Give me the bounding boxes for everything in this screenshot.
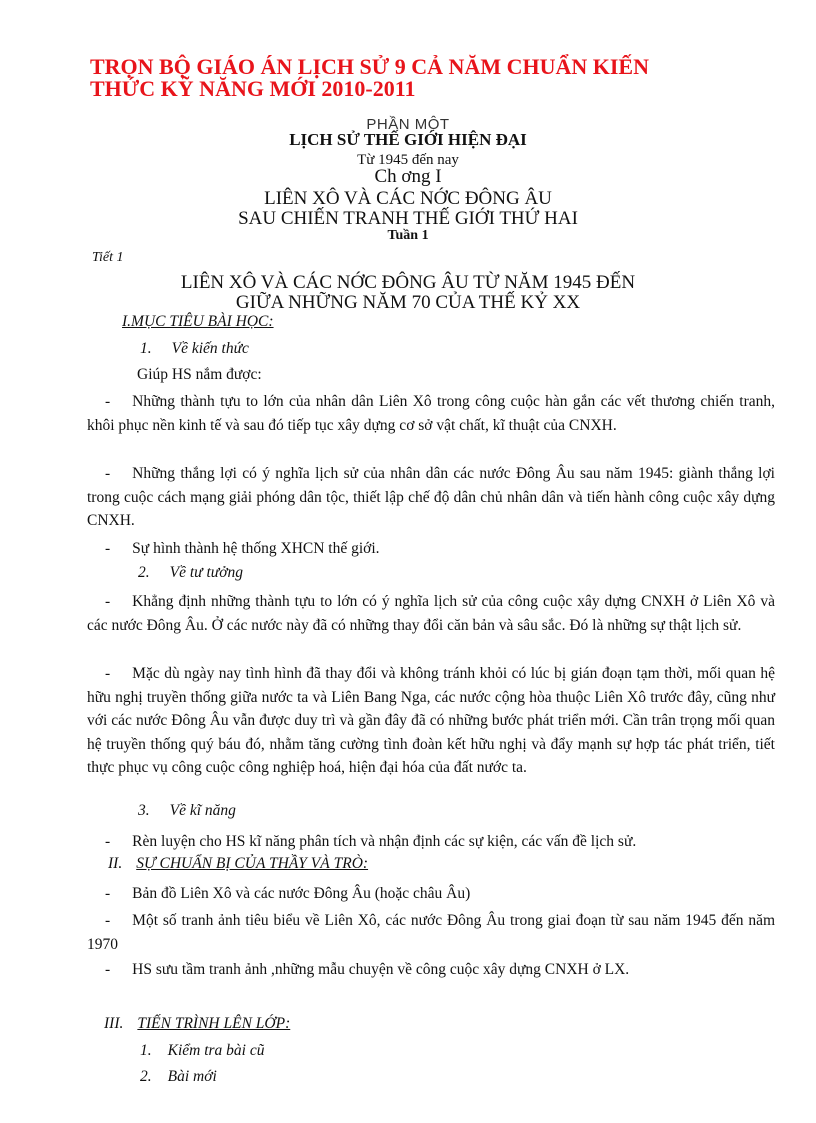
list-item: - Khẳng định những thành tựu to lớn có ý nghĩa lịch sử của công cuộc xây dựng CNXH ở Liên Xô và các nước Đông Âu. Ở các nước này đã có những thay đổi căn bản và sâu sắc. Đó là những sự thật lịch sử.	[87, 593, 775, 634]
banner-line-1: TRỌN BỘ GIÁO ÁN LỊCH SỬ 9 CẢ NĂM CHUẨN KIẾN	[90, 54, 649, 79]
list-item: - Mặc dù ngày nay tình hình đã thay đổi và không tránh khỏi có lúc bị gián đoạn tạm thời, mối quan hệ hữu nghị truyền thống giữa nước ta và Liên Bang Nga, các nước cộng hòa thuộc Liên Xô trước đây, cũng như với các nước Đông Âu vẫn được duy trì và gần đây đã có những bước phát triển mới. Cần trân trọng mối quan hệ truyền thống quý báu đó, nhằm tăng cường tình đoàn kết hữu nghị và đẩy mạnh sự hợp tác phát triển, tiết thực phục vụ công cuộc công nghiệp hoá, hiện đại hóa của đất nước ta.	[87, 665, 775, 776]
list-item: - Những thắng lợi có ý nghĩa lịch sử của nhân dân các nước Đông Âu sau năm 1945: giành thắng lợi trong cuộc cách mạng giải phóng dân tộc, thiết lập chế độ dân chủ nhân dân và tiến hành công cuộc xây dựng CNXH.	[87, 465, 775, 529]
section-3-item-2: 2. Bài mới	[140, 1068, 217, 1085]
list-item: - Sự hình thành hệ thống XHCN thế giới.	[105, 540, 380, 557]
chapter-label: Ch ơng I	[374, 166, 442, 187]
section-2-title: SỰ CHUẨN BỊ CỦA THẦY VÀ TRÒ:	[136, 855, 369, 872]
section-3-item-1: 1. Kiểm tra bài cũ	[140, 1042, 265, 1059]
chapter-title-1: LIÊN XÔ VÀ CÁC NỚC ĐÔNG ÂU	[264, 188, 552, 209]
subsection-2-number: 2.	[138, 564, 150, 581]
subsection-2	[138, 564, 243, 582]
list-item: - Một số tranh ảnh tiêu biểu về Liên Xô, các nước Đông Âu trong giai đoạn từ sau năm 1945 đến năm 1970	[87, 912, 775, 953]
week-label: Tuần 1	[387, 228, 429, 243]
section-1-heading: I.MỤC TIÊU BÀI HỌC:	[122, 313, 274, 330]
section-3-title: TIẾN TRÌNH LÊN LỚP:	[137, 1015, 291, 1032]
subsection-1-label: Về kiến thức	[171, 340, 249, 357]
subsection-3-number: 3.	[138, 802, 150, 819]
list-item: - Những thành tựu to lớn của nhân dân Liên Xô trong công cuộc hàn gắn các vết thương chiến tranh, khôi phục nền kinh tế và sau đó tiếp tục xây dựng cơ sở vật chất, kĩ thuật của CNXH.	[87, 393, 775, 434]
subsection-2-label: Về tư tưởng	[169, 564, 244, 581]
period-subtitle: Từ 1945 đến nay	[357, 152, 459, 168]
list-item: - HS sưu tầm tranh ảnh ,những mẫu chuyện về công cuộc xây dựng CNXH ở LX.	[105, 961, 630, 978]
lesson-title-1: LIÊN XÔ VÀ CÁC NỚC ĐÔNG ÂU TỪ NĂM 1945 ĐẾN	[180, 272, 636, 293]
subsection-3	[138, 802, 236, 820]
intro-text: Giúp HS nắm được:	[137, 366, 262, 383]
section-3-number: III.	[104, 1015, 124, 1032]
chapter-title-2: SAU CHIẾN TRANH THẾ GIỚI THỨ HAI	[238, 208, 578, 229]
section-2-number: II.	[108, 855, 123, 872]
list-item: - Rèn luyện cho HS kĩ năng phân tích và nhận định các sự kiện, các vấn đề lịch sử.	[105, 833, 637, 850]
subsection-3-label: Về kĩ năng	[169, 802, 236, 819]
list-item: - Bản đồ Liên Xô và các nước Đông Âu (hoặc châu Âu)	[105, 885, 471, 902]
banner-line-2: THỨC KỸ NĂNG MỚI 2010-2011	[90, 76, 416, 101]
part-title: LỊCH SỬ THẾ GIỚI HIỆN ĐẠI	[289, 130, 527, 149]
part-label: PHẦN MỘT	[366, 116, 450, 133]
subsection-1-number: 1.	[140, 340, 152, 357]
lesson-title-2: GIỮA NHỮNG NĂM 70 CỦA THẾ KỶ XX	[235, 292, 581, 313]
lesson-period: Tiết 1	[92, 250, 124, 265]
subsection-1	[140, 340, 249, 358]
section-3-heading	[104, 1015, 290, 1033]
section-2-heading	[108, 855, 368, 873]
